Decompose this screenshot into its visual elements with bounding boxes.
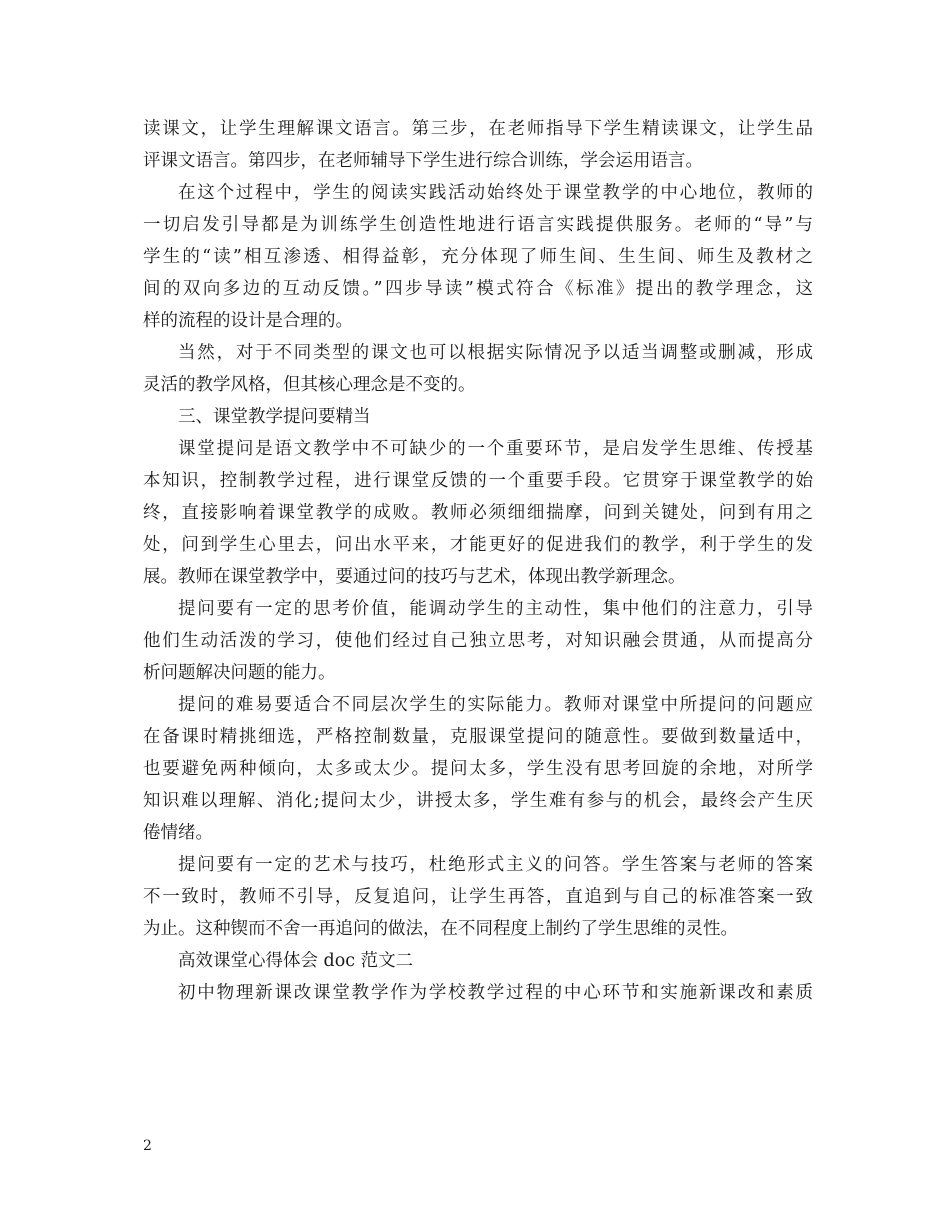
text-line: 提问要有一定的艺术与技巧，杜绝形式主义的问答。学生答案与老师的答案 [178,855,813,875]
text-line: 不一致时，教师不引导，反复追问，让学生再答，直追到与自己的标准答案一致 [143,887,813,907]
text-line: 本知识，控制教学过程，进行课堂反馈的一个重要手段。它贯穿于课堂教学的始 [143,471,813,491]
text-line: 样的流程的设计是合理的。 [143,311,353,331]
text-line: 析问题解决问题的能力。 [143,663,336,683]
text-line: 在这个过程中，学生的阅读实践活动始终处于课堂教学的中心地位，教师的 [178,183,813,203]
text-line: 他们生动活泼的学习，使他们经过自己独立思考，对知识融会贯通，从而提高分 [143,631,813,651]
text-line: 学生的“读”相互渗透、相得益彰，充分体现了师生间、生生间、师生及教材之 [143,247,813,267]
text-line: 三、课堂教学提问要精当 [178,407,371,427]
text-line: 灵活的教学风格，但其核心理念是不变的。 [143,375,476,395]
text-line: 终，直接影响着课堂教学的成败。教师必须细细揣摩，问到关键处，问到有用之 [143,503,813,523]
document-body [143,113,813,1009]
text-line: 提问要有一定的思考价值，能调动学生的主动性，集中他们的注意力，引导 [178,599,813,619]
text-line: 当然，对于不同类型的课文也可以根据实际情况予以适当调整或删减，形成 [178,343,813,363]
text-line: 初中物理新课改课堂教学作为学校教学过程的中心环节和实施新课改和素质 [178,983,813,1003]
text-line: 在备课时精挑细选，严格控制数量，克服课堂提问的随意性。要做到数量适中， [143,727,813,747]
text-line: 高效课堂心得体会 doc 范文二 [178,951,414,971]
text-line: 倦情绪。 [143,823,213,843]
text-line: 读课文，让学生理解课文语言。第三步，在老师指导下学生精读课文，让学生品 [143,119,813,139]
text-line: 一切启发引导都是为训练学生创造性地进行语言实践提供服务。老师的“导”与 [143,215,813,235]
text-line: 评课文语言。第四步，在老师辅导下学生进行综合训练，学会运用语言。 [143,151,703,171]
text-line: 提问的难易要适合不同层次学生的实际能力。教师对课堂中所提问的问题应 [178,695,813,715]
text-line: 为止。这种锲而不舍一再追问的做法，在不同程度上制约了学生思维的灵性。 [143,919,738,939]
text-line: 也要避免两种倾向，太多或太少。提问太多，学生没有思考回旋的余地，对所学 [143,759,813,779]
page-number: 2 [143,1138,152,1154]
text-line: 课堂提问是语文教学中不可缺少的一个重要环节，是启发学生思维、传授基 [178,439,813,459]
text-line: 间的双向多边的互动反馈。”四步导读”模式符合《标准》提出的教学理念，这 [143,279,813,299]
text-line: 处，问到学生心里去，问出水平来，才能更好的促进我们的教学，利于学生的发 [143,535,813,555]
text-line: 展。教师在课堂教学中，要通过问的技巧与艺术，体现出教学新理念。 [143,567,686,587]
text-line: 知识难以理解、消化;提问太少，讲授太多，学生难有参与的机会，最终会产生厌 [143,791,813,811]
